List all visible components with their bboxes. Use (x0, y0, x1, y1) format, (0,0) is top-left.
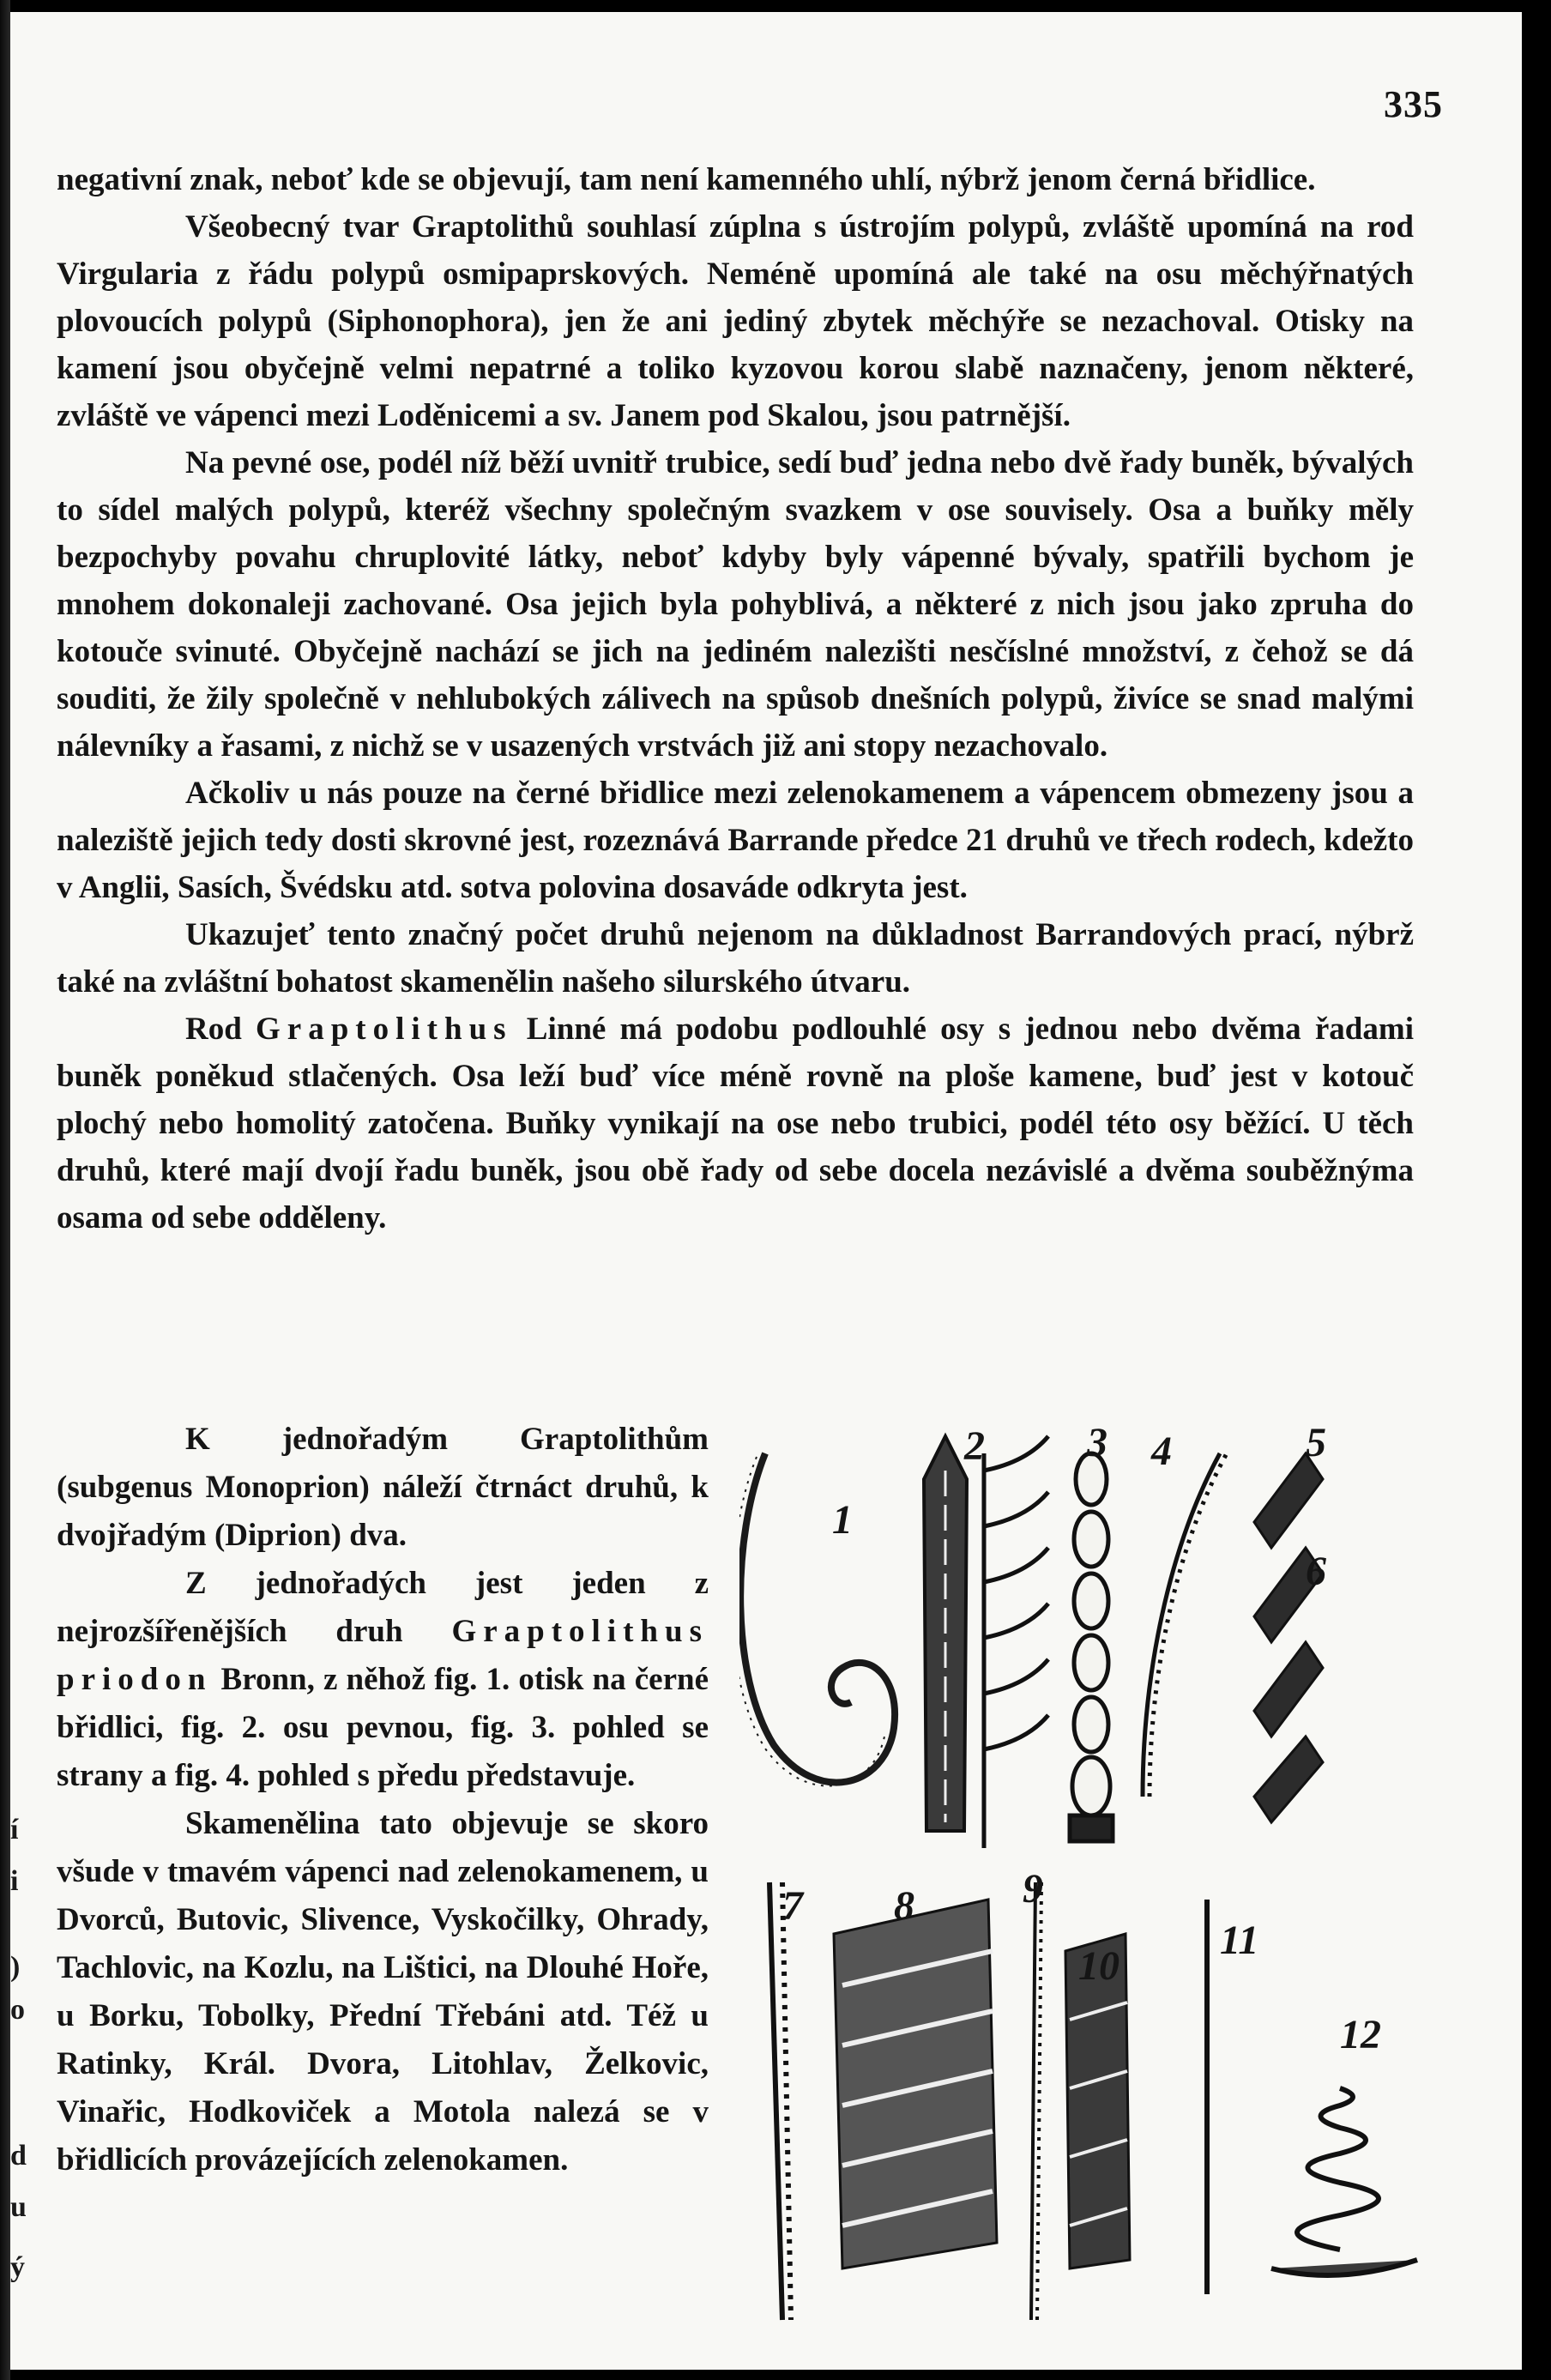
margin-mark-5: d (10, 2140, 27, 2172)
fig-2-axis (924, 1436, 967, 1831)
fig-label-11: 11 (1220, 1918, 1259, 1963)
margin-mark-7: ý (10, 2251, 25, 2283)
fig-4-front-view (1070, 1453, 1113, 1841)
paragraph-subgenus: K jednořadým Graptolithům (subgenus Monoprion) náleží čtrnáct druhů, k dvojřadým (Diprion) dva. (57, 1422, 709, 1553)
lower-text-column (57, 1416, 709, 2184)
paragraph-localities: Skamenělina tato objevuje se skoro všude v tmavém vápenci nad zelenokamenem, u Dvorců, Butovic, Slivence, Vyskočilky, Ohrady, Tachlovic, na Kozlu, na Lištici, na Dlouhé Hoře, u Borku, Tobolky, Přední Třebáni atd. Též u Ratinky, Král. Dvora, Litohlav, Želkovic, Vinařic, Hodkoviček a Motola nalezá se v břidlicích provázejících zelenokamen. (57, 1806, 709, 2178)
paragraph-continuation: negativní znak, neboť kde se objevují, tam není kamenného uhlí, nýbrž jenom černá břidlice. (57, 162, 1316, 197)
rod-rest: Linné má podobu podlouhlé osy s jednou nebo dvěma řadami buněk poněkud stlačených. Osa leží buď více méně rovně na ploše kamene, buď jest v kotouč plochý nebo homolitý zatočena. Buňky vynikají na ose nebo trubici, podél této osy běžící. U těch druhů, které mají dvojí řadu buněk, jsou obě řady od sebe docela nezávislé a dvěma souběžnýma osama od sebe odděleny. (57, 1012, 1414, 1235)
margin-mark-1: í (10, 1814, 19, 1845)
fig-label-10: 10 (1078, 1943, 1119, 1989)
fig-9-thin-axis (1031, 1882, 1041, 2320)
genus-name: Graptolithus (256, 1012, 513, 1047)
fig-3-side-view (984, 1436, 1048, 1848)
fig-label-12: 12 (1340, 2012, 1381, 2057)
graptolite-illustration (739, 1419, 1443, 2329)
fig-8-ribbed (834, 1900, 997, 2268)
paragraph-barrande-species: Ačkoliv u nás pouze na černé břidlice mezi zelenokamenem a vápencem obmezeny jsou a naleziště jejich tedy dosti skrovné jest, rozeznává Barrande předce 21 druhů ve třech rodech, kdežto v Anglii, Sasích, Švédsku atd. sotva polovina dosaváde odkryta jest. (57, 776, 1414, 905)
priodon-lead: Z jednořadých jest jeden z nejrozšířenějších druh (57, 1566, 709, 1649)
fig-5-curved-axis (1143, 1453, 1227, 1797)
paragraph-axis-cells: Na pevné ose, podél níž běží uvnitř trubice, sedí buď jedna nebo dvě řady buněk, bývalých to sídel malých polypů, kteréž všechny společným svazkem v ose souvisely. Osa a buňky měly bezpochyby povahu chruplovité látky, neboť kdyby byly vápenné bývaly, spatřili bychom je mnohem dokonaleji zachované. Osa jejich byla pohyblivá, a některé z nich jsou jako zpruha do kotouče svinuté. Obyčejně nachází se jich na jediném nalezišti nesčíslné množství, z čehož se dá souditi, že žily společně v nehlubokých zálivech na spůsob dnešních polypů, živíce se snad malými nálevníky a řasami, z nichž se v usazených vrstvách již ani stopy nezachovalo. (57, 445, 1414, 764)
paragraph-general-shape: Všeobecný tvar Graptolithů souhlasí zúplna s ústrojím polypů, zvláště upomíná na rod Virgularia z řádu polypů osmipaprskových. Neméně upomíná ale také na osu měchýřnatých plovoucích polypů (Siphonophora), jen že ani jediný zbytek měchýře se nezachoval. Otisky na kamení jsou obyčejně velmi nepatrné a toliko kyzovou korou slabě naznačeny, jenom některé, zvláště ve vápenci mezi Loděnicemi a sv. Janem pod Skalou, jsou patrnější. (57, 209, 1414, 433)
scan-edge (0, 0, 10, 2380)
fig-12-cone-spiral (1271, 2088, 1417, 2275)
fig-label-7: 7 (782, 1883, 803, 1929)
paragraph-genus (57, 1006, 1414, 1241)
main-text (57, 156, 1414, 1241)
species-name: Graptolithus priodon (57, 1614, 709, 1697)
fig-label-3: 3 (1087, 1420, 1107, 1465)
fig-label-6: 6 (1306, 1549, 1326, 1594)
fig-label-9: 9 (1023, 1866, 1043, 1912)
page-number: 335 (1384, 83, 1443, 125)
fig-label-5: 5 (1306, 1420, 1326, 1465)
margin-mark-2: i (10, 1865, 19, 1897)
fig-label-1: 1 (832, 1497, 853, 1543)
priodon-rest: Bronn, z něhož fig. 1. otisk na černé břidlici, fig. 2. osu pevnou, fig. 3. pohled se strany a fig. 4. pohled s předu představuje. (57, 1662, 709, 1793)
fig-label-2: 2 (964, 1423, 985, 1469)
fig-label-8: 8 (894, 1883, 914, 1929)
fig-6-twisted-cells (1254, 1453, 1323, 1822)
margin-mark-4: o (10, 1994, 25, 2026)
book-page (10, 12, 1522, 2370)
fig-7-saw (769, 1882, 791, 2320)
paragraph-priodon (57, 1560, 709, 1800)
graptolite-figure-plate (739, 1419, 1443, 2329)
paragraph-richness: Ukazujeť tento značný počet druhů nejenom na důkladnost Barrandových prací, nýbrž také na zvláštní bohatost skamenělin našeho silurského útvaru. (57, 917, 1414, 1000)
fig-1-spiral (739, 1453, 895, 1786)
rod-lead: Rod (185, 1012, 256, 1047)
margin-mark-6: u (10, 2191, 27, 2223)
fig-label-4: 4 (1151, 1429, 1172, 1474)
margin-mark-3: ) (10, 1951, 21, 1983)
